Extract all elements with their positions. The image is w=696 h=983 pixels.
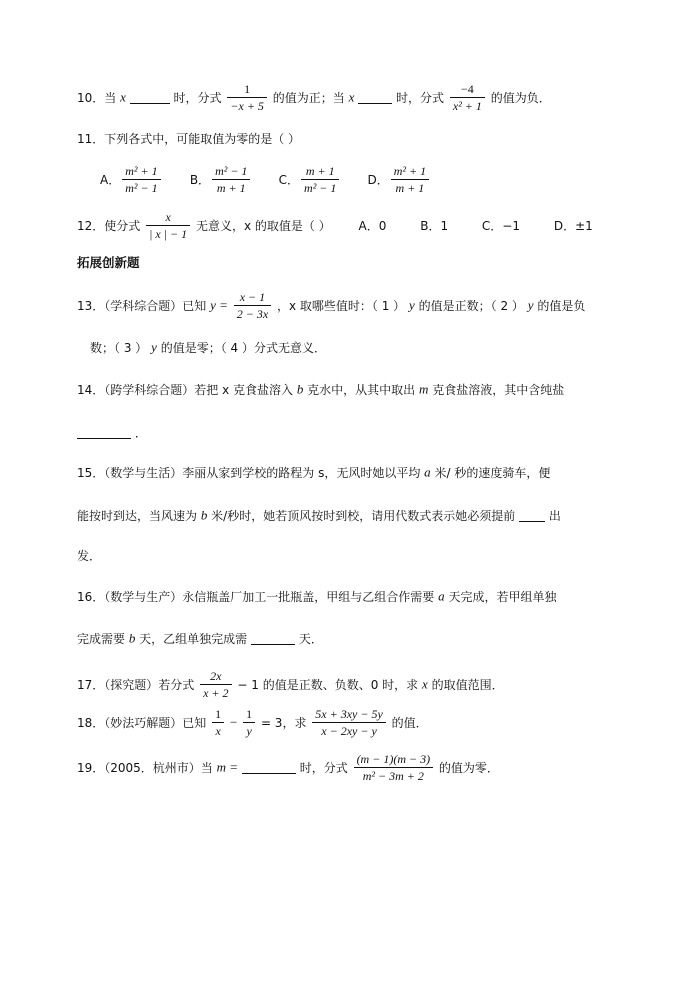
question-15-cont-2 <box>77 547 101 564</box>
q15-text-6: 发． <box>77 548 102 563</box>
q19-m-equals: m = <box>216 759 239 775</box>
numerator: x <box>165 210 171 224</box>
q12-option-a[interactable]: A．0 <box>358 218 387 233</box>
q10-text-2: 的值为正；当 <box>272 90 345 105</box>
question-13 <box>77 290 585 321</box>
numerator: m² − 1 <box>215 164 248 178</box>
denominator: | x | − 1 <box>149 227 188 241</box>
q19-text-1: 19．（2005．杭州市）当 <box>77 760 213 775</box>
q15-text-3: 能按时到达，当风速为 <box>77 508 198 523</box>
q12-option-b[interactable]: B．1 <box>420 218 449 233</box>
q19-blank[interactable] <box>242 761 296 774</box>
q14-var-m: m <box>419 381 429 397</box>
q10-var-x-2: x <box>348 89 355 105</box>
q12-option-c[interactable]: C．−1 <box>481 218 520 233</box>
section-title: 拓展创新题 <box>77 255 140 270</box>
denominator: m + 1 <box>395 181 425 195</box>
q18-text-2: 的值． <box>391 715 428 730</box>
q18-fraction-2 <box>243 707 255 738</box>
denominator: y <box>246 724 252 738</box>
q19-fraction <box>354 752 434 783</box>
q13-text-4: 的值是负 <box>537 298 586 313</box>
q10-number: 10．当 <box>77 90 117 105</box>
q16-text-2: 天完成，若甲组单独 <box>448 589 557 604</box>
q13-text-5: 数；（ 3 ） <box>90 340 148 355</box>
q16-var-b: b <box>128 630 136 646</box>
q13-text-6: 的值是零；（ 4 ）分式无意义． <box>160 340 326 355</box>
option-label: B． <box>189 172 211 187</box>
q15-text-2: 米/ 秒的速度骑车，便 <box>434 465 551 480</box>
q16-text-3: 完成需要 <box>77 631 126 646</box>
q15-var-b: b <box>200 507 208 523</box>
question-11 <box>77 130 300 147</box>
q15-text-1: 15．（数学与生活）李丽从家到学校的路程为 s，无风时她以平均 <box>77 465 421 480</box>
option-fraction <box>391 164 429 195</box>
q15-text-4: 米/秒时，她若顶风按时到校，请用代数式表示她必须提前 <box>211 508 516 523</box>
question-16-cont <box>77 630 323 647</box>
numerator: 5x + 3xy − 5y <box>315 707 383 721</box>
q17-text-1: 17．（探究题）若分式 <box>77 677 195 692</box>
q11-text: 11．下列各式中，可能取值为零的是（ ） <box>77 131 301 146</box>
option-label: C． <box>278 172 300 187</box>
numerator: 1 <box>215 707 222 721</box>
option-fraction <box>301 164 339 195</box>
q16-text-1: 16．（数学与生产）永信瓶盖厂加工一批瓶盖，甲组与乙组合作需要 <box>77 589 435 604</box>
numerator: m² + 1 <box>393 164 427 178</box>
numerator: (m − 1)(m − 3) <box>356 752 431 766</box>
question-18 <box>77 707 428 738</box>
numerator: m² + 1 <box>125 164 158 178</box>
q17-fraction <box>200 669 231 700</box>
q13-text-3: 的值是正数；（ 2 ） <box>418 298 524 313</box>
option-label: D． <box>367 172 389 187</box>
q13-fraction <box>234 290 271 321</box>
q13-text-2: ，x 取哪些值时：（ 1 ） <box>277 298 406 313</box>
q10-f1-denominator: −x + 5 <box>230 99 264 113</box>
question-15 <box>77 464 550 481</box>
q18-equals: = 3，求 <box>260 715 307 730</box>
q14-var-b: b <box>296 381 304 397</box>
q15-text-5: 出 <box>548 508 561 523</box>
q18-text-1: 18．（妙法巧解题）已知 <box>77 715 207 730</box>
option-fraction <box>212 164 250 195</box>
q10-f2-numerator: −4 <box>461 82 474 96</box>
q16-blank[interactable] <box>251 632 295 645</box>
q16-text-4: 天，乙组单独完成需 <box>139 631 248 646</box>
q14-text-1: 14．（跨学科综合题）若把 x 克食盐溶入 <box>77 382 294 397</box>
q11-option-b[interactable] <box>190 164 275 195</box>
q10-blank-2[interactable] <box>358 91 392 104</box>
q12-text-2: 无意义，x 的取值是（ ） <box>195 218 331 233</box>
question-14 <box>77 381 564 398</box>
question-17 <box>77 669 504 700</box>
denominator: x − 2xy − y <box>321 724 377 738</box>
q11-option-c[interactable] <box>279 164 364 195</box>
option-label: A． <box>100 172 121 187</box>
q18-minus: − <box>229 714 238 730</box>
question-15-cont <box>77 507 561 524</box>
q15-blank[interactable] <box>519 509 545 522</box>
q14-blank[interactable] <box>77 426 131 439</box>
denominator: m + 1 <box>216 181 246 195</box>
numerator: 1 <box>246 707 253 721</box>
q19-text-3: 的值为零． <box>438 760 499 775</box>
q10-text-1: 时，分式 <box>173 90 222 105</box>
denominator: m² − 3m + 2 <box>362 769 424 783</box>
denominator: x <box>215 724 221 738</box>
denominator: m² − 1 <box>125 181 158 195</box>
q16-var-a: a <box>438 588 445 604</box>
numerator: x − 1 <box>239 290 266 304</box>
denominator: 2 − 3x <box>236 307 269 321</box>
q12-fraction <box>146 210 190 241</box>
q14-text-2: 克水中，从其中取出 <box>307 382 416 397</box>
q10-blank-1[interactable] <box>130 91 170 104</box>
q10-fraction-1 <box>227 82 267 113</box>
q14-text-3: 克食盐溶液，其中含纯盐 <box>432 382 565 397</box>
question-14-cont <box>77 424 147 441</box>
q13-var-y-2: y <box>527 297 534 313</box>
q11-option-d[interactable] <box>367 164 431 195</box>
q17-text-2: − 1 的值是正数、负数、0 时，求 <box>237 677 419 692</box>
q13-var-y-3: y <box>151 339 157 355</box>
question-16 <box>77 588 556 605</box>
q12-text-1: 12．使分式 <box>77 218 141 233</box>
question-10 <box>77 82 551 113</box>
q18-fraction-3 <box>312 707 386 738</box>
q13-y-equals: y = <box>210 297 228 313</box>
q13-var-y: y <box>409 297 415 313</box>
question-12 <box>77 210 593 241</box>
q10-text-4: 的值为负． <box>490 90 551 105</box>
q10-f2-denominator: x² + 1 <box>452 99 482 113</box>
q13-text-1: 13．（学科综合题）已知 <box>77 298 207 313</box>
q10-var-x: x <box>120 89 126 105</box>
denominator: x + 2 <box>203 686 229 700</box>
q12-option-d[interactable]: D．±1 <box>553 218 593 233</box>
numerator: 2x <box>210 669 222 683</box>
q11-option-a[interactable] <box>100 164 186 195</box>
q10-fraction-2 <box>450 82 485 113</box>
q17-text-3: 的取值范围． <box>431 677 504 692</box>
q11-options <box>100 164 431 195</box>
q15-var-a: a <box>424 464 431 480</box>
q19-text-2: 时，分式 <box>299 760 348 775</box>
denominator: m² − 1 <box>304 181 337 195</box>
q16-text-5: 天． <box>298 631 323 646</box>
question-19 <box>77 752 499 783</box>
q17-var-x: x <box>421 676 428 692</box>
question-13-cont <box>90 339 326 356</box>
q18-fraction-1 <box>212 707 224 738</box>
q14-text-4: ． <box>134 425 147 440</box>
q10-f1-numerator: 1 <box>244 82 251 96</box>
q10-text-3: 时，分式 <box>396 90 445 105</box>
numerator: m + 1 <box>305 164 335 178</box>
option-fraction <box>122 164 160 195</box>
